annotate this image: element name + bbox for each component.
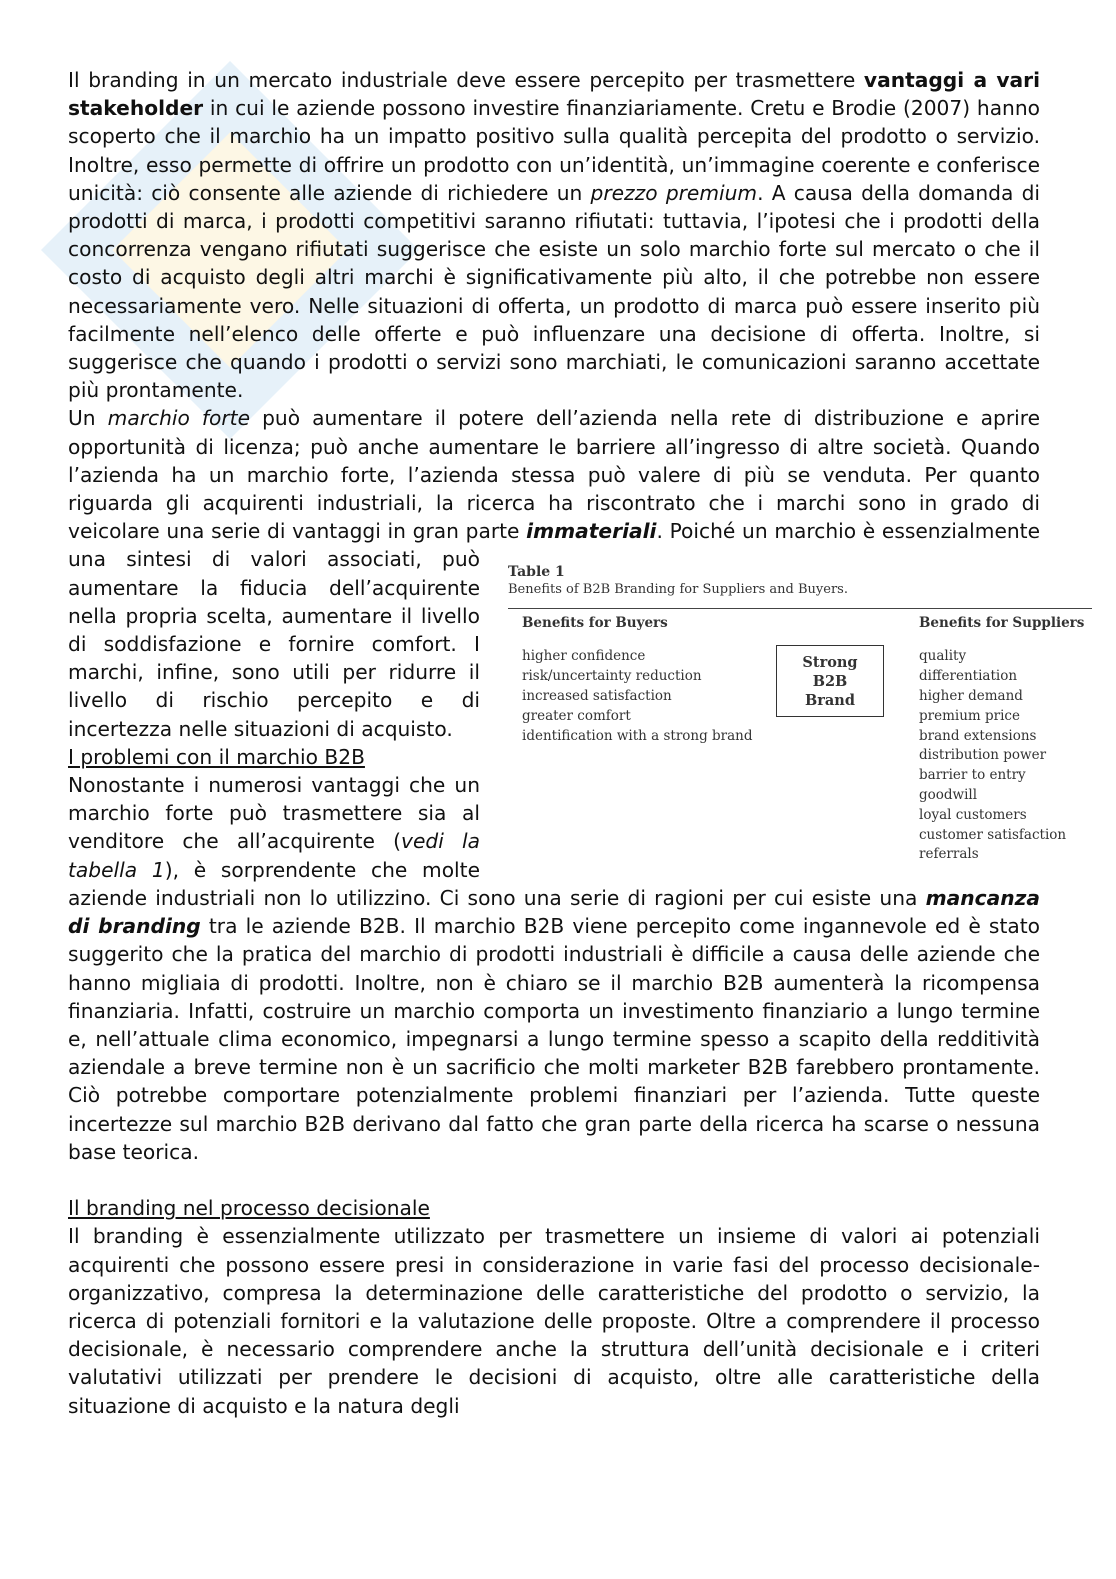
emphasis-prezzo-premium: prezzo premium (590, 180, 758, 205)
buyers-list (522, 647, 753, 746)
supplier-benefit: loyal customers (919, 806, 1027, 823)
emphasis-vantaggi: vantaggi a vari stakeholder (68, 68, 1041, 121)
paragraph-processo-decisionale: Il branding è essenzialmente utilizzato per trasmettere un insieme di valori ai potenziali acquirenti che possono essere presi in considerazione in varie fasi del processo decisionale-organizzativo, compresa la determinazione delle caratteristiche del prodotto o servizio, la ricerca di potenziali fornitori e la valutazione delle proposte. Oltre a comprendere il processo decisionale, è necessario comprendere anche la struttura dell’unità decisionale e i criteri valutativi utilizzati per prendere le decisioni di acquisto, oltre alle caratteristiche della situazione di acquisto e la natura degli (68, 1224, 1040, 1418)
supplier-benefit: customer satisfaction (919, 826, 1067, 843)
buyer-benefit: risk/uncertainty reduction (522, 668, 702, 685)
document-body (68, 66, 1085, 1420)
suppliers-list (919, 647, 1066, 865)
supplier-benefit: premium price (919, 707, 1020, 724)
figure-caption: Benefits of B2B Branding for Suppliers and Buyers. (508, 582, 848, 598)
paragraph-problemi: Nonostante i numerosi vantaggi che un marchio forte può trasmettere sia al venditore che all’acquirente (vedi la tabella 1), è sorprendente che molte aziende industriali non lo utilizzino. Ci sono una serie di ragioni per cui esiste una mancanza di branding tra le aziende B2B. Il marchio B2B viene percepito come ingannevole ed è stato suggerito che la pratica del marchio di prodotti industriali è difficile a causa delle aziende che hanno migliaia di prodotti. Inoltre, non è chiaro se il marchio B2B aumenterà la ricompensa finanziaria. Infatti, costruire un marchio comporta un investimento finanziario a lungo termine e, nell’attuale clima economico, impegnarsi a lungo termine spesso a scapito della redditività aziendale a breve termine non è un sacrificio che molti marketer B2B farebbero prontamente. Ciò potrebbe comportare potenzialmente problemi finanziari per l’azienda. Tutte queste incertezze sul marchio B2B derivano dal fatto che gran parte della ricerca ha scarse o nessuna base teorica. (68, 773, 1040, 1164)
buyer-benefit: greater comfort (522, 707, 631, 724)
figure-title: Table 1 (508, 564, 565, 581)
supplier-benefit: barrier to entry (919, 767, 1026, 784)
supplier-benefit: quality (919, 648, 967, 665)
supplier-benefit: distribution power (919, 747, 1047, 764)
supplier-benefit: differentiation (919, 668, 1018, 685)
strong-b2b-brand-box: Strong B2B Brand (776, 645, 884, 717)
section-heading-problemi: I problemi con il marchio B2B (68, 744, 365, 769)
paragraph-marchio-forte: Un marchio forte può aumentare il potere dell’azienda nella rete di distribuzione e aprire opportunità di licenza; può anche aumentare le barriere all’ingresso di altre società. Quando l’azienda ha un marchio forte, l’azienda stessa può valere di più se venduta. Per quanto riguarda gli acquirenti industriali, la ricerca ha riscontrato che i marchi sono in grado di veicolare una serie di vantaggi in gran parte Table 1 Benefits of B2B Branding for Suppliers and Buyers. Benefits for Buyers Benefits for Suppliers higher confidence risk/uncertainty reduction increased satisfaction greater comfort identification with a strong brand Strong B2B Brand quality differentiation higher demand premium price brand extensions distribution power barrier to entry goodwill loyal customers customer satisfaction referrals immateriali. Poiché un marchio è essenzialmente una sintesi di valori associati, può aumentare la fiducia dell’acquirente nella propria scelta, aumentare il livello di soddisfazione e fornire comfort. I marchi, infine, sono utili per ridurre il livello di rischio percepito e di incertezza nelle situazioni di acquisto. (68, 404, 1040, 742)
supplier-benefit: higher demand (919, 688, 1023, 705)
suppliers-header: Benefits for Suppliers (919, 615, 1085, 632)
supplier-benefit: goodwill (919, 787, 978, 804)
spacer (68, 1166, 1040, 1194)
paragraph-intro: Il branding in un mercato industriale deve essere percepito per trasmettere vantaggi a vari stakeholder in cui le aziende possono investire finanziariamente. Cretu e Brodie (2007) hanno scoperto che il marchio ha un impatto positivo sulla qualità percepita del prodotto o servizio. Inoltre, esso permette di offrire un prodotto con un’identità, un’immagine coerente e conferisce unicità: ciò consente alle aziende di richiedere un prezzo premium. A causa della domanda di prodotti di marca, i prodotti competitivi saranno rifiutati: tuttavia, l’ipotesi che i prodotti della concorrenza vengano rifiutati suggerisce che esiste un solo marchio forte sul mercato o che il costo di acquisto degli altri marchi è significativamente più alto, il che potrebbe non essere necessariamente vero. Nelle situazioni di offerta, un prodotto di marca può essere inserito più facilmente nell’elenco delle offerte e può influenzare una decisione di offerta. Inoltre, si suggerisce che quando i prodotti o servizi sono marchiati, le comunicazioni saranno accettate più prontamente. (68, 68, 1041, 403)
supplier-benefit: referrals (919, 846, 979, 863)
emphasis-vedi-tabella: vedi la tabella 1 (68, 829, 481, 882)
supplier-benefit: brand extensions (919, 727, 1037, 744)
emphasis-mancanza-branding: mancanza di branding (68, 885, 1040, 939)
section-heading-processo-decisionale: Il branding nel processo decisionale (68, 1196, 430, 1221)
emphasis-immateriali: immateriali (526, 519, 657, 544)
buyer-benefit: increased satisfaction (522, 688, 672, 705)
buyers-header: Benefits for Buyers (522, 615, 668, 632)
figure-rule (508, 608, 1092, 609)
buyer-benefit: identification with a strong brand (522, 727, 753, 744)
table-1-figure (504, 545, 1092, 865)
emphasis-marchio-forte: marchio forte (107, 406, 251, 431)
buyer-benefit: higher confidence (522, 648, 646, 665)
